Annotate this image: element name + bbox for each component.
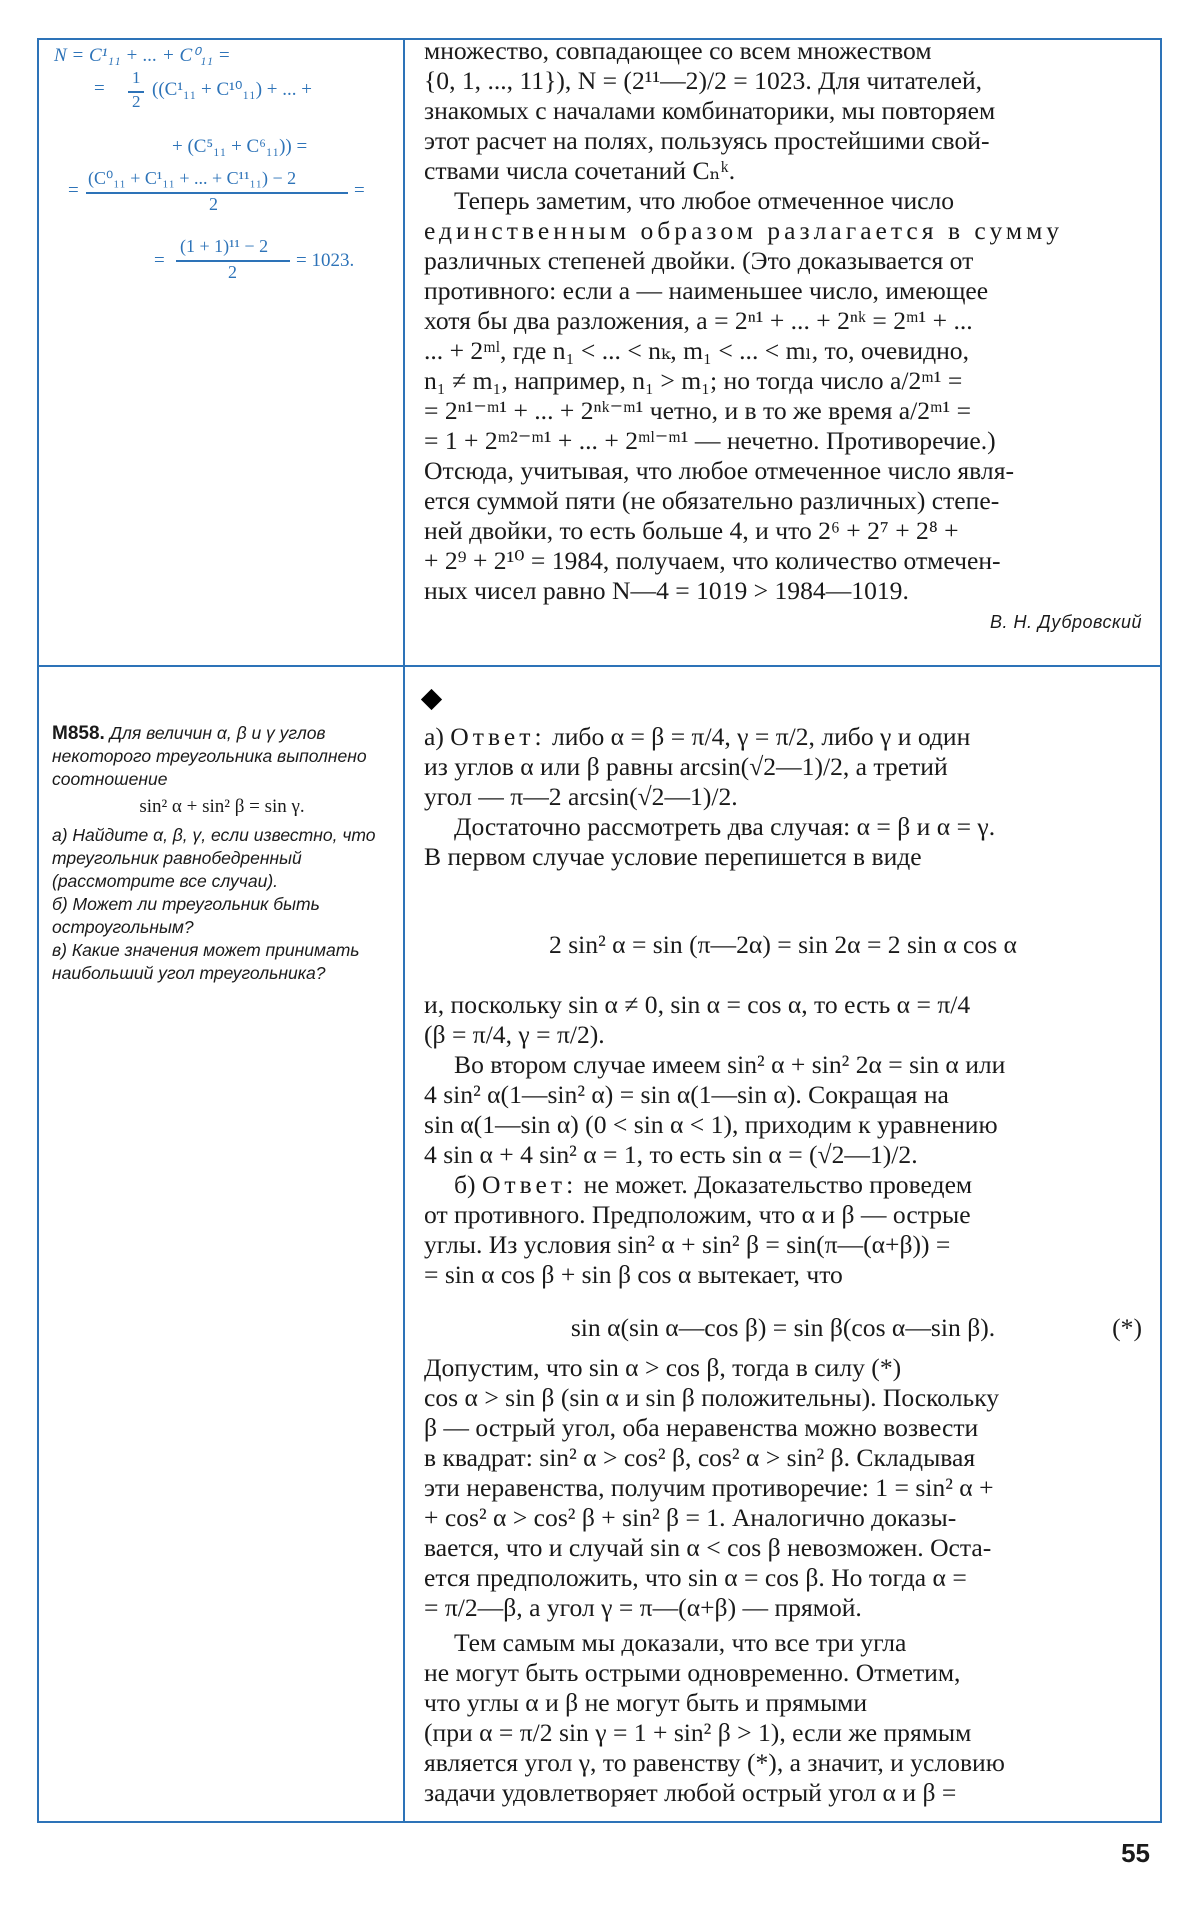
text-line: ствами числа сочетаний Cₙᵏ. bbox=[424, 156, 736, 185]
formula-line-4-num: (C⁰₁₁ + C¹₁₁ + ... + C¹¹₁₁) − 2 bbox=[88, 168, 297, 188]
text-line: = sin α cos β + sin β cos α вытекает, что bbox=[424, 1260, 843, 1289]
author-signature: В. Н. Дубровский bbox=[990, 612, 1142, 632]
text-line: ных чисел равно N—4 = 1019 > 1984—1019. bbox=[424, 576, 909, 605]
formula-line-5-num: (1 + 1)¹¹ − 2 bbox=[180, 236, 269, 256]
text-line: противного: если a — наименьшее число, имеющее bbox=[424, 276, 989, 305]
text-line: что углы α и β не могут быть и прямыми bbox=[424, 1688, 868, 1717]
formula-line-4-den: 2 bbox=[209, 194, 218, 214]
answer-label: Ответ: bbox=[450, 722, 546, 751]
text-line: эти неравенства, получим противоречие: 1 = sin² α + bbox=[424, 1473, 994, 1502]
problem-question-c: в) Какие значения может принимать наибольший угол треугольника? bbox=[52, 940, 360, 983]
problem-question-b: б) Может ли треугольник быть остроугольным? bbox=[52, 894, 320, 937]
part-a-label: а) bbox=[424, 722, 444, 751]
text-line: хотя бы два разложения, a = 2ⁿ¹ + ... + 2ⁿᵏ = 2ᵐ¹ + ... bbox=[424, 306, 973, 335]
text-line: Тем самым мы доказали, что все три угла bbox=[454, 1628, 907, 1657]
text-line: n₁ ≠ m₁, например, n₁ > m₁; но тогда число a/2ᵐ¹ = bbox=[424, 366, 963, 395]
text-line: Во втором случае имеем sin² α + sin² 2α = sin α или bbox=[454, 1050, 1006, 1079]
text-line: является угол γ, то равенству (*), а значит, и условию bbox=[424, 1748, 1005, 1777]
text-line: в квадрат: sin² α > cos² β, cos² α > sin² β. Складывая bbox=[424, 1443, 976, 1472]
text-line: угол — π—2 arcsin(√2—1)/2. bbox=[424, 782, 738, 811]
formula-line-4-eq: = bbox=[68, 180, 79, 201]
text-line: (при α = π/2 sin γ = 1 + sin² β > 1), если же прямым bbox=[424, 1718, 972, 1747]
solution-part-a bbox=[424, 722, 1142, 872]
solution-part-a-cont bbox=[424, 990, 1142, 1290]
text-line: (β = π/4, γ = π/2). bbox=[424, 1020, 605, 1049]
text-line: cos α > sin β (sin α и sin β положительны). Поскольку bbox=[424, 1383, 1000, 1412]
section-divider bbox=[39, 665, 1160, 667]
text-line: вается, что и случай sin α < cos β невозможен. Оста- bbox=[424, 1533, 992, 1562]
text-line: 4 sin² α(1—sin² α) = sin α(1—sin α). Сокращая на bbox=[424, 1080, 949, 1109]
text-line: и, поскольку sin α ≠ 0, sin α = cos α, то есть α = π/4 bbox=[424, 990, 971, 1019]
formula-line-5-tail: = 1023. bbox=[296, 250, 355, 271]
text-line: + cos² α > cos² β + sin² β = 1. Аналогично доказы- bbox=[424, 1503, 957, 1532]
problem-intro: Для величин α, β и γ углов некоторого треугольника выполнено соотношение bbox=[52, 723, 367, 789]
equation-1: 2 sin² α = sin (π—2α) = sin 2α = 2 sin α cos α bbox=[549, 930, 1017, 959]
text-line: ется предположить, что sin α = cos β. Но тогда α = bbox=[424, 1563, 967, 1592]
text-line: ней двойки, то есть больше 4, и что 2⁶ + 2⁷ + 2⁸ + bbox=[424, 516, 959, 545]
formula-line-3: + (C⁵₁₁ + C⁶₁₁)) = bbox=[172, 136, 308, 157]
solution-conclusion bbox=[424, 1628, 1142, 1808]
text-line: ... + 2ᵐˡ, где n₁ < ... < nₖ, m₁ < ... < mₗ, то, очевидно, bbox=[424, 336, 969, 365]
text-line: не могут быть острыми одновременно. Отметим, bbox=[424, 1658, 961, 1687]
formula-line-4-tail: = bbox=[354, 180, 365, 201]
text-line: = π/2—β, а угол γ = π—(α+β) — прямой. bbox=[424, 1593, 862, 1622]
text-line: из углов α или β равны arcsin(√2—1)/2, а третий bbox=[424, 752, 948, 781]
text-line: от противного. Предположим, что α и β — острые bbox=[424, 1200, 971, 1229]
formula-line-2-eq: = bbox=[94, 78, 105, 99]
solution-part-b bbox=[424, 1353, 1142, 1623]
formula-line-2-den: 2 bbox=[132, 92, 141, 111]
answer-label: Ответ: bbox=[481, 1170, 578, 1199]
text-line: единственным образом разлагается в сумму bbox=[424, 216, 1064, 245]
text-line: ется суммой пяти (не обязательно различных) степе- bbox=[424, 486, 1000, 515]
text-line: различных степеней двойки. (Это доказывается от bbox=[424, 246, 974, 275]
text-line: Допустим, что sin α > cos β, тогда в силу (*) bbox=[424, 1353, 902, 1382]
part-a-answer: либо α = β = π/4, γ = π/2, либо γ и один bbox=[551, 722, 971, 751]
text-line: знакомых с началами комбинаторики, мы повторяем bbox=[424, 96, 996, 125]
text-line: множество, совпадающее со всем множеством bbox=[424, 36, 932, 65]
text-line: задачи удовлетворяет любой острый угол α и β = bbox=[424, 1778, 957, 1807]
text-line: β — острый угол, оба неравенства можно возвести bbox=[424, 1413, 979, 1442]
text-line: {0, 1, ..., 11}), N = (2¹¹—2)/2 = 1023. Для читателей, bbox=[424, 66, 983, 95]
column-divider bbox=[403, 38, 405, 1823]
text-line: Теперь заметим, что любое отмеченное число bbox=[454, 186, 955, 215]
text-line: = 2ⁿ¹⁻ᵐ¹ + ... + 2ⁿᵏ⁻ᵐ¹ четно, и в то же время a/2ᵐ¹ = bbox=[424, 396, 972, 425]
formula-line-1: N = C¹₁₁ + ... + C⁰₁₁ = bbox=[54, 45, 231, 66]
formula-line-5-eq: = bbox=[154, 250, 165, 271]
text-line: углы. Из условия sin² α + sin² β = sin(π—(α+β)) = bbox=[424, 1230, 951, 1259]
top-text bbox=[424, 36, 1142, 606]
text-line: = 1 + 2ᵐ²⁻ᵐ¹ + ... + 2ᵐˡ⁻ᵐ¹ — нечетно. Противоречие.) bbox=[424, 426, 996, 455]
text-line: этот расчет на полях, пользуясь простейшими свой- bbox=[424, 126, 990, 155]
part-b-answer: не может. Доказательство проведем bbox=[583, 1170, 973, 1199]
equation-2-body: sin α(sin α—cos β) = sin β(cos α—sin β). bbox=[570, 1313, 996, 1342]
text-line: sin α(1—sin α) (0 < sin α < 1), приходим к уравнению bbox=[424, 1110, 998, 1139]
formula-line-5-den: 2 bbox=[228, 262, 237, 282]
part-b-label: б) bbox=[454, 1170, 476, 1199]
equation-2-tag: (*) bbox=[1112, 1313, 1142, 1342]
formula-line-2-body: ((C¹₁₁ + C¹⁰₁₁) + ... + bbox=[152, 79, 312, 100]
equation-2 bbox=[424, 1313, 1142, 1343]
problem-number: М858. bbox=[52, 723, 105, 744]
text-line: В первом случае условие перепишется в виде bbox=[424, 842, 922, 871]
text-line: Отсюда, учитывая, что любое отмеченное число явля- bbox=[424, 456, 1014, 485]
text-line: 4 sin α + 4 sin² α = 1, то есть sin α = (√2—1)/2. bbox=[424, 1140, 918, 1169]
text-line: Достаточно рассмотреть два случая: α = β и α = γ. bbox=[454, 812, 996, 841]
formula-line-2-num: 1 bbox=[132, 68, 141, 87]
page-number: 55 bbox=[1121, 1838, 1150, 1868]
problem-condition: sin² α + sin² β = sin γ. bbox=[139, 796, 305, 817]
text-line: + 2⁹ + 2¹⁰ = 1984, получаем, что количество отмечен- bbox=[424, 546, 1001, 575]
problem-statement bbox=[52, 722, 392, 985]
problem-question-a: а) Найдите α, β, γ, если известно, что треугольник равнобедренный (рассмотрите все случаи). bbox=[52, 825, 376, 891]
